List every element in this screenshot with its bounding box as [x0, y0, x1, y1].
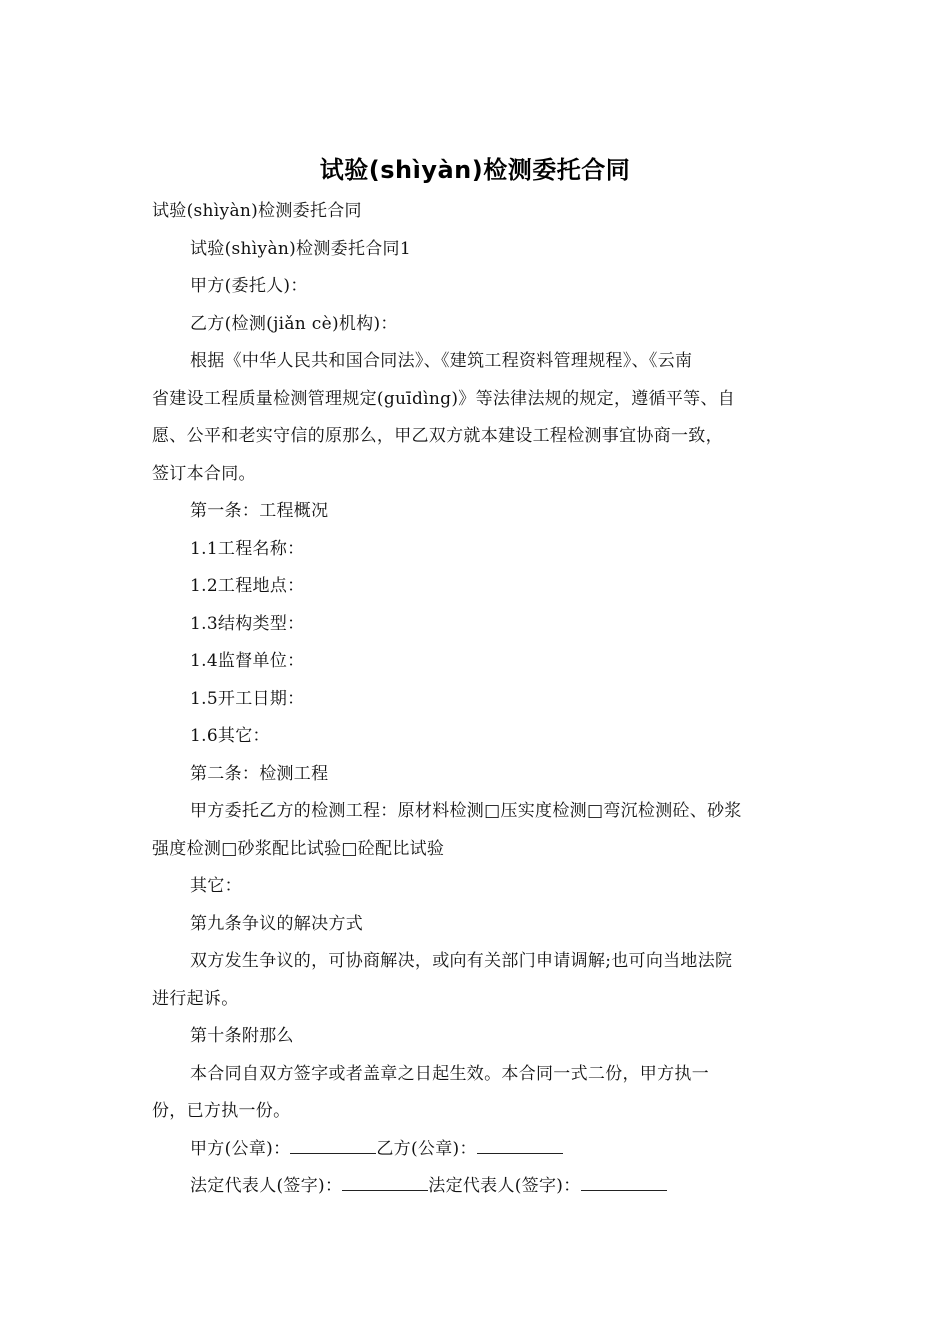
- paragraph-line: 根据《中华人民共和国合同法》、《建筑工程资料管理规程》、《云南: [190, 351, 693, 371]
- paragraph-line: 省建设工程质量检测管理规定(guīdìng)》等法律法规的规定，遵循平等、自: [152, 388, 736, 409]
- paragraph-line: 本合同自双方签字或者盖章之日起生效。本合同一式二份，甲方执一: [190, 1063, 709, 1084]
- document-title: 试验(shìyàn)检测委托合同: [319, 156, 631, 184]
- paragraph-line: 1.5开工日期：: [190, 688, 305, 709]
- paragraph-line: 签订本合同。: [152, 463, 256, 484]
- section-heading: 第二条：检测工程: [190, 763, 329, 784]
- signature-line: [152, 1168, 800, 1206]
- legal-rep-a-label: 法定代表人(签字)：: [190, 1176, 343, 1196]
- paragraph-line: 双方发生争议的，可协商解决，或向有关部门申请调解;也可向当地法院: [190, 951, 733, 971]
- party-a-seal-label: 甲方(公章)：: [190, 1138, 291, 1159]
- paragraph-line: 1.2工程地点：: [190, 576, 305, 596]
- party-b-seal-blank: [477, 1139, 563, 1154]
- paragraph-line: 试验(shìyàn)检测委托合同1: [190, 238, 411, 259]
- paragraph-line: 甲方委托乙方的检测工程：原材料检测□压实度检测□弯沉检测砼、砂浆: [190, 801, 742, 821]
- legal-rep-b-label: 法定代表人(签字)：: [428, 1176, 581, 1196]
- paragraph-line: 其它：: [190, 876, 242, 896]
- section-heading: 第一条：工程概况: [190, 501, 329, 521]
- legal-rep-b-blank: [581, 1176, 667, 1191]
- seal-line: [152, 1131, 800, 1169]
- paragraph-line: 强度检测□砂浆配比试验□砼配比试验: [152, 838, 445, 859]
- paragraph-line: 1.4监督单位：: [190, 651, 305, 671]
- paragraph-line: 甲方(委托人)：: [190, 276, 308, 296]
- legal-rep-a-blank: [342, 1176, 428, 1191]
- document-body: [152, 193, 800, 1206]
- paragraph-line: 1.6其它：: [190, 726, 270, 746]
- section-heading: 第十条附那么: [190, 1026, 294, 1046]
- paragraph-line: 进行起诉。: [152, 988, 239, 1009]
- paragraph-line: 1.1工程名称：: [190, 538, 305, 559]
- paragraph-line: 份，已方执一份。: [152, 1101, 291, 1121]
- section-heading: 第九条争议的解决方式: [190, 913, 363, 934]
- paragraph-line: 试验(shìyàn)检测委托合同: [152, 201, 362, 221]
- paragraph-line: 1.3结构类型：: [190, 613, 305, 634]
- paragraph-line: 乙方(检测(jiǎn cè)机构)：: [190, 313, 398, 334]
- paragraph-line: 愿、公平和老实守信的原那么，甲乙双方就本建设工程检测事宜协商一致，: [152, 426, 723, 446]
- party-b-seal-label: 乙方(公章)：: [376, 1138, 477, 1159]
- party-a-seal-blank: [290, 1139, 376, 1154]
